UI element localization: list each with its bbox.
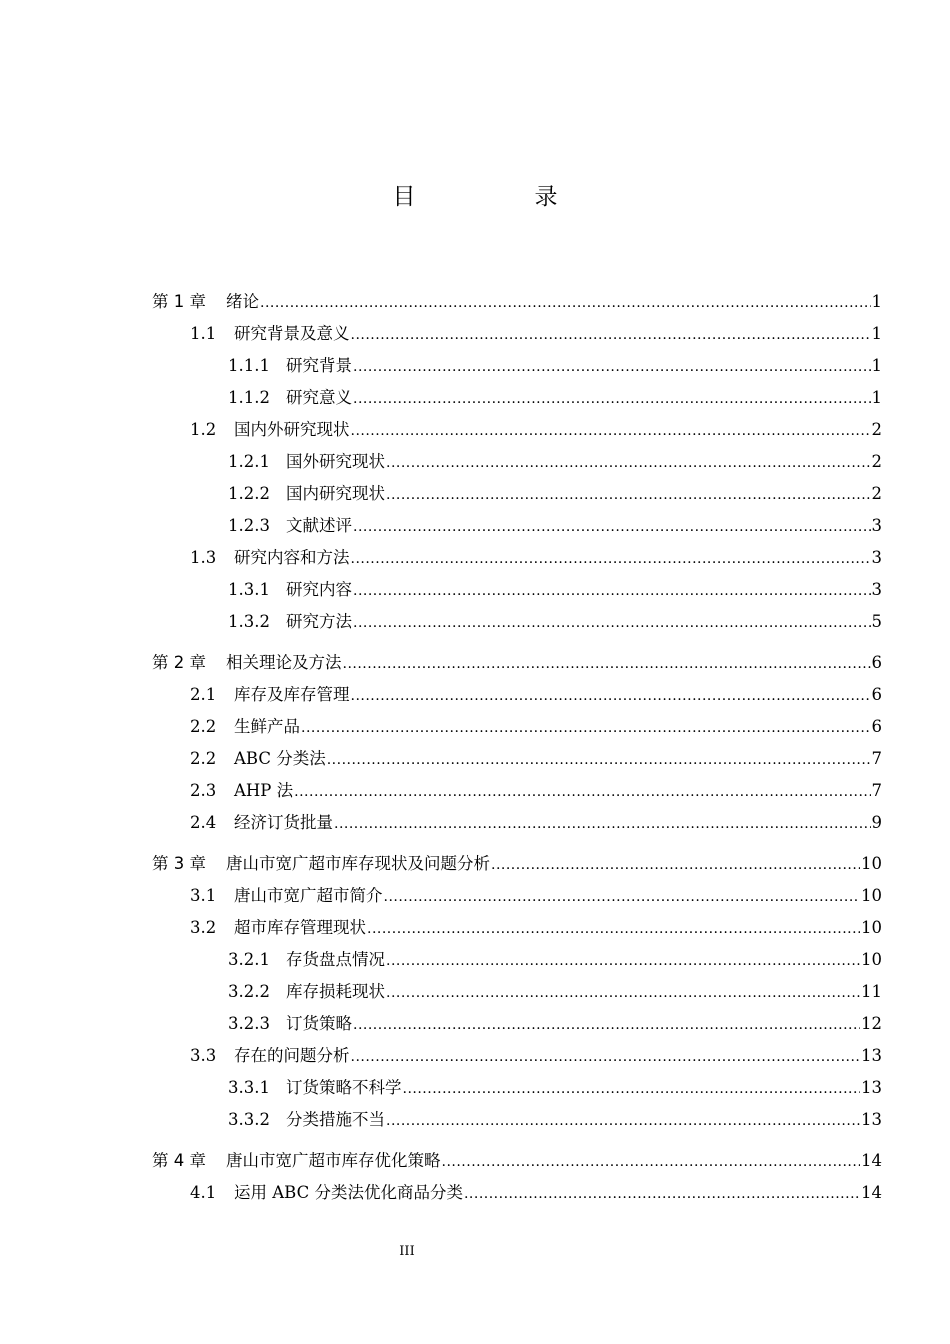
toc-entry[interactable] [152, 807, 882, 839]
dot-leader [386, 479, 871, 511]
dot-leader [260, 287, 871, 319]
toc-entry-number: 1.3.1 [228, 580, 270, 599]
dot-leader [386, 977, 860, 1009]
toc-entry[interactable] [152, 1008, 882, 1040]
toc-entry-title: 经济订货批量 [234, 813, 333, 832]
toc-entry-page: 6 [871, 685, 882, 704]
toc-entry-number: 第 2 章 [152, 653, 206, 672]
dot-leader [353, 1009, 860, 1041]
toc-entry-title: 分类措施不当 [286, 1110, 385, 1129]
toc-entry-page: 1 [871, 388, 882, 407]
toc-entry-page: 6 [871, 717, 882, 736]
toc-entry-number: 2.3 [190, 781, 217, 800]
toc-entry[interactable] [152, 606, 882, 638]
dot-leader [351, 543, 871, 575]
toc-entry-number: 3.2.1 [228, 950, 270, 969]
dot-leader [334, 808, 871, 840]
dot-leader [353, 383, 871, 415]
toc-entry[interactable] [152, 574, 882, 606]
toc-entry[interactable] [152, 848, 882, 880]
dot-leader [386, 1105, 860, 1137]
toc-entry-title: 国内研究现状 [286, 484, 385, 503]
toc-entry-title: 研究内容 [286, 580, 352, 599]
toc-entry[interactable] [152, 1145, 882, 1177]
toc-entry-title: 存在的问题分析 [234, 1046, 350, 1065]
toc-entry-number: 1.1.2 [228, 388, 270, 407]
toc-entry-title: 订货策略 [286, 1014, 352, 1033]
toc-entry-page: 7 [871, 781, 882, 800]
toc-entry[interactable] [152, 478, 882, 510]
toc-entry-title: 存货盘点情况 [286, 950, 385, 969]
toc-entry-title: 研究背景及意义 [234, 324, 350, 343]
toc-entry-title: 订货策略不科学 [286, 1078, 402, 1097]
toc-entry-title: 唐山市宽广超市简介 [234, 886, 383, 905]
toc-entry[interactable] [152, 944, 882, 976]
toc-entry-number: 2.4 [190, 813, 217, 832]
toc-entry-number: 第 1 章 [152, 292, 206, 311]
toc-entry-page: 3 [871, 516, 882, 535]
toc-entry-number: 3.2.3 [228, 1014, 270, 1033]
dot-leader [464, 1178, 860, 1210]
toc-entry-number: 1.2.1 [228, 452, 270, 471]
toc-entry-page: 13 [861, 1078, 882, 1097]
toc-entry-title: 研究方法 [286, 612, 352, 631]
dot-leader [442, 1146, 861, 1178]
toc-entry-number: 3.3.2 [228, 1110, 270, 1129]
toc-entry-page: 1 [871, 324, 882, 343]
toc-entry[interactable] [152, 510, 882, 542]
page-number: III [399, 1244, 415, 1259]
toc-entry-page: 10 [861, 886, 882, 905]
toc-entry-page: 11 [861, 982, 882, 1001]
toc-entry-title: 运用 ABC 分类法优化商品分类 [234, 1183, 463, 1202]
toc-entry-number: 1.2.3 [228, 516, 270, 535]
toc-entry[interactable] [152, 647, 882, 679]
toc-entry-page: 12 [861, 1014, 882, 1033]
dot-leader [353, 351, 871, 383]
toc-entry-number: 1.2.2 [228, 484, 270, 503]
toc-entry-page: 3 [871, 548, 882, 567]
toc-entry-number: 1.3 [190, 548, 217, 567]
toc-entry-page: 14 [861, 1183, 882, 1202]
dot-leader [353, 607, 871, 639]
toc-entry[interactable] [152, 1040, 882, 1072]
toc-entry-title: AHP 法 [234, 781, 294, 800]
dot-leader [351, 680, 871, 712]
toc-entry-page: 10 [861, 950, 882, 969]
toc-entry-page: 14 [861, 1151, 882, 1170]
dot-leader [353, 575, 871, 607]
dot-leader [351, 1041, 861, 1073]
toc-entry[interactable] [152, 318, 882, 350]
toc-entry-title: 超市库存管理现状 [234, 918, 366, 937]
toc-entry[interactable] [152, 350, 882, 382]
dot-leader [386, 447, 871, 479]
toc-entry[interactable] [152, 1104, 882, 1136]
toc-entry-number: 2.2 [190, 749, 217, 768]
dot-leader [384, 881, 861, 913]
toc-entry-number: 1.2 [190, 420, 217, 439]
dot-leader [353, 511, 871, 543]
toc-entry-number: 1.3.2 [228, 612, 270, 631]
dot-leader [491, 849, 860, 881]
toc-entry-title: 研究内容和方法 [234, 548, 350, 567]
toc-entry[interactable] [152, 286, 882, 318]
toc-entry[interactable] [152, 446, 882, 478]
dot-leader [386, 945, 860, 977]
toc-entry-title: 研究背景 [286, 356, 352, 375]
toc-entry-title: ABC 分类法 [234, 749, 326, 768]
toc-entry-title: 库存及库存管理 [234, 685, 350, 704]
dot-leader [351, 319, 871, 351]
toc-entry-page: 10 [861, 854, 882, 873]
table-of-contents [152, 286, 882, 1209]
toc-entry[interactable] [152, 711, 882, 743]
toc-entry[interactable] [152, 382, 882, 414]
dot-leader [351, 415, 871, 447]
toc-entry-number: 3.2.2 [228, 982, 270, 1001]
toc-entry[interactable] [152, 743, 882, 775]
toc-entry-page: 7 [871, 749, 882, 768]
toc-entry-page: 2 [871, 484, 882, 503]
toc-entry-page: 1 [871, 292, 882, 311]
toc-entry[interactable] [152, 1177, 882, 1209]
toc-entry-page: 3 [871, 580, 882, 599]
toc-entry-number: 第 4 章 [152, 1151, 206, 1170]
toc-entry-number: 1.1 [190, 324, 217, 343]
toc-entry-number: 3.2 [190, 918, 217, 937]
dot-leader [403, 1073, 861, 1105]
toc-entry[interactable] [152, 1072, 882, 1104]
dot-leader [327, 744, 871, 776]
toc-entry-page: 1 [871, 356, 882, 375]
toc-entry-number: 1.1.1 [228, 356, 270, 375]
toc-entry[interactable] [152, 679, 882, 711]
toc-entry-page: 13 [861, 1046, 882, 1065]
toc-entry-title: 绪论 [226, 292, 259, 311]
toc-entry[interactable] [152, 976, 882, 1008]
toc-entry-page: 6 [871, 653, 882, 672]
toc-entry-page: 2 [871, 420, 882, 439]
toc-entry-title: 库存损耗现状 [286, 982, 385, 1001]
dot-leader [294, 776, 870, 808]
toc-entry-number: 第 3 章 [152, 854, 206, 873]
toc-entry-number: 2.2 [190, 717, 217, 736]
toc-entry-page: 9 [871, 813, 882, 832]
toc-entry-page: 2 [871, 452, 882, 471]
toc-entry-title: 相关理论及方法 [226, 653, 342, 672]
dot-leader [301, 712, 871, 744]
toc-entry-page: 5 [871, 612, 882, 631]
toc-entry-title: 国外研究现状 [286, 452, 385, 471]
toc-entry-title: 研究意义 [286, 388, 352, 407]
toc-entry-title: 国内外研究现状 [234, 420, 350, 439]
dot-leader [367, 913, 860, 945]
dot-leader [343, 648, 871, 680]
toc-entry-title: 唐山市宽广超市库存现状及问题分析 [226, 854, 490, 873]
toc-entry[interactable] [152, 775, 882, 807]
toc-entry-page: 13 [861, 1110, 882, 1129]
toc-entry-number: 3.1 [190, 886, 217, 905]
toc-entry[interactable] [152, 542, 882, 574]
toc-entry-number: 2.1 [190, 685, 217, 704]
toc-entry-title: 生鲜产品 [234, 717, 300, 736]
toc-entry-number: 3.3.1 [228, 1078, 270, 1097]
toc-entry-title: 文献述评 [286, 516, 352, 535]
page-title: 目 录 [392, 184, 606, 210]
toc-entry[interactable] [152, 912, 882, 944]
toc-entry-number: 4.1 [190, 1183, 217, 1202]
toc-entry-page: 10 [861, 918, 882, 937]
toc-entry[interactable] [152, 880, 882, 912]
toc-entry[interactable] [152, 414, 882, 446]
toc-entry-title: 唐山市宽广超市库存优化策略 [226, 1151, 441, 1170]
toc-entry-number: 3.3 [190, 1046, 217, 1065]
